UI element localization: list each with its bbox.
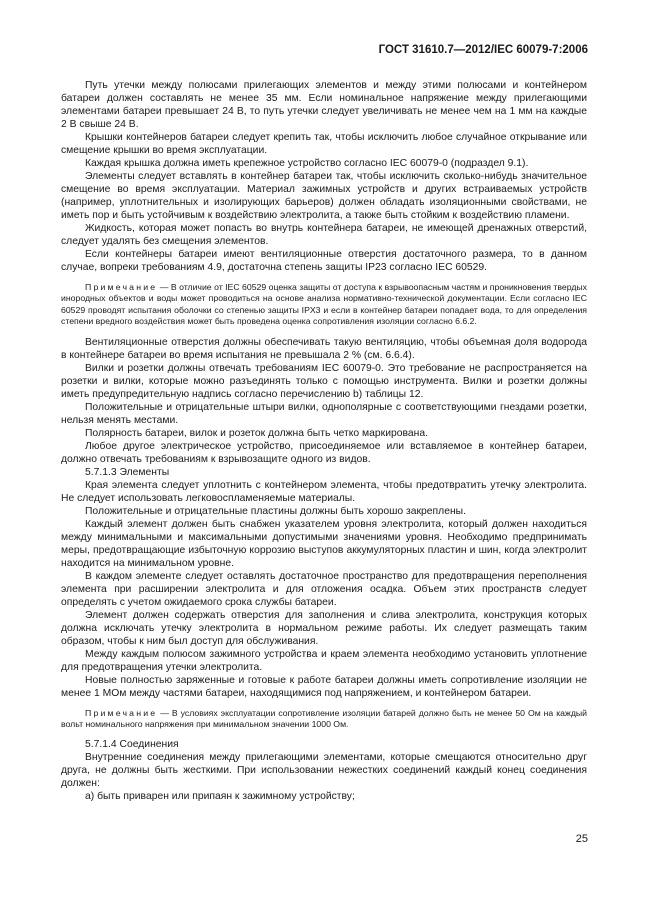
paragraph: Края элемента следует уплотнить с контейнером элемента, чтобы предотвратить утечку электролита. Не следует использовать легковоспламеняемые материалы. [61, 479, 587, 504]
paragraph: Элемент должен содержать отверстия для заполнения и слива электролита, конструкция которых должна исключать утечку электролита в нормальном режиме работы. Их следует размещать таким образом, чтобы к ним был доступ для обслуживания. [61, 609, 587, 647]
note-2 [61, 708, 587, 731]
note-label: Примечание [85, 707, 158, 718]
note-text: — В отличие от IEC 60529 оценка защиты от доступа к взрывоопасным частям и проникновения твердых инородных объектов и воды может проводиться на основе анализа нормативно-технической документации. Если согласно IEC 60529 проводят испытания оболочки со степенью защиты IPX3 и если в контейнер батареи попадает вода, то для определения степени вредного воздействия может быть проведена оценка сопротивления изоляции согласно 6.6.2. [61, 282, 587, 327]
paragraph: В каждом элементе следует оставлять достаточное пространство для предотвращения переполнения элемента при расширении электролита и для отложения осадка. Объем этих пространств следует определять с учетом ожидаемого срока службы батареи. [61, 570, 587, 608]
paragraph: Крышки контейнеров батареи следует крепить так, чтобы исключить любое случайное открывание или смещение крышки во время эксплуатации. [61, 132, 587, 156]
paragraph: Путь утечки между полюсами прилегающих элементов и между этими полюсами и контейнером батареи должен составлять не менее 35 мм. Если номинальное напряжение между прилегающими элементами батареи превышает 24 В, то путь утечки следует увеличивать не менее чем на 1 мм на каждые 2 В свыше 24 В. [61, 80, 587, 130]
paragraph: Каждая крышка должна иметь крепежное устройство согласно IEC 60079-0 (подраздел 9.1). [85, 158, 529, 169]
page-number: 25 [575, 833, 588, 845]
paragraph: Между каждым полюсом зажимного устройства и краем элемента необходимо установить уплотнение для предотвращения утечки электролита. [61, 648, 587, 673]
paragraph: Новые полностью заряженные и готовые к работе батареи должны иметь сопротивление изоляции не менее 1 МОм между частями батареи, находящимися под напряжением, и контейнером батареи. [61, 674, 587, 699]
paragraph: Внутренние соединения между прилегающими элементами, которые смещаются относительно друг друга, не должны быть жесткими. При использовании нежестких соединений каждый конец соединения должен: [61, 752, 587, 790]
paragraph: Полярность батареи, вилок и розеток должна быть четко маркирована. [85, 427, 428, 439]
note-label: Примечание [85, 282, 158, 292]
document-body [61, 79, 587, 803]
list-item: а) быть приварен или припаян к зажимному устройству; [85, 791, 355, 803]
standard-header: ГОСТ 31610.7—2012/IEC 60079-7:2006 [378, 44, 588, 56]
paragraph: Любое другое электрическое устройство, присоединяемое или вставляемое в контейнер батареи, должно отвечать требованиям к взрывозащите одного из видов. [61, 440, 587, 465]
section-heading: 5.7.1.4 Соединения [85, 739, 179, 751]
paragraph: Жидкость, которая может попасть во внутрь контейнера батареи, не имеющей дренажных отверстий, следует удалять без смещения элементов. [61, 223, 587, 247]
paragraph: Элементы следует вставлять в контейнер батареи так, чтобы исключить сколько-нибудь значительное смещение во время эксплуатации. Материал зажимных устройств и других встраиваемых устройств (например, уплотнительных и изолирующих барьеров) должен обладать изоляционными свойствами, не иметь пор и быть устойчивым к воздействию электролита, а также быть стойким к воздействию пламени. [61, 171, 587, 221]
section-heading: 5.7.1.3 Элементы [85, 466, 170, 478]
paragraph: Если контейнеры батареи имеют вентиляционные отверстия достаточного размера, то в данном случае, вопреки требованиям 4.9, достаточна степень защиты IP23 согласно IEC 60529. [61, 249, 587, 273]
paragraph: Положительные и отрицательные штыри вилки, однополярные с соответствующими гнездами розетки, нельзя менять местами. [61, 401, 587, 426]
paragraph: Вентиляционные отверстия должны обеспечивать такую вентиляцию, чтобы объемная доля водорода в контейнере батареи во время испытания не превышала 2 % (см. 6.6.4). [61, 336, 587, 361]
paragraph: Положительные и отрицательные пластины должны быть хорошо закреплены. [85, 505, 466, 517]
note-1 [61, 282, 587, 328]
note-text: — В условиях эксплуатации сопротивление изоляции батарей должно быть не менее 50 Ом на каждый вольт номинального напряжения при минимальном значении 1000 Ом. [61, 707, 587, 730]
paragraph: Каждый элемент должен быть снабжен указателем уровня электролита, который должен находиться между минимальными и максимальными допустимыми значениями уровня. Необходимо предпринимать меры, предотвращающие избыточную коррозию выступов аккумуляторных пластин и шин, когда электролит находится на минимальном уровне. [61, 518, 587, 569]
paragraph: Вилки и розетки должны отвечать требованиям IEC 60079-0. Это требование не распространяется на розетки и вилки, которые можно разъединять только с помощью инструмента. Вилки и розетки должны иметь предупредительную надпись согласно перечислению b) таблицы 12. [61, 362, 587, 400]
